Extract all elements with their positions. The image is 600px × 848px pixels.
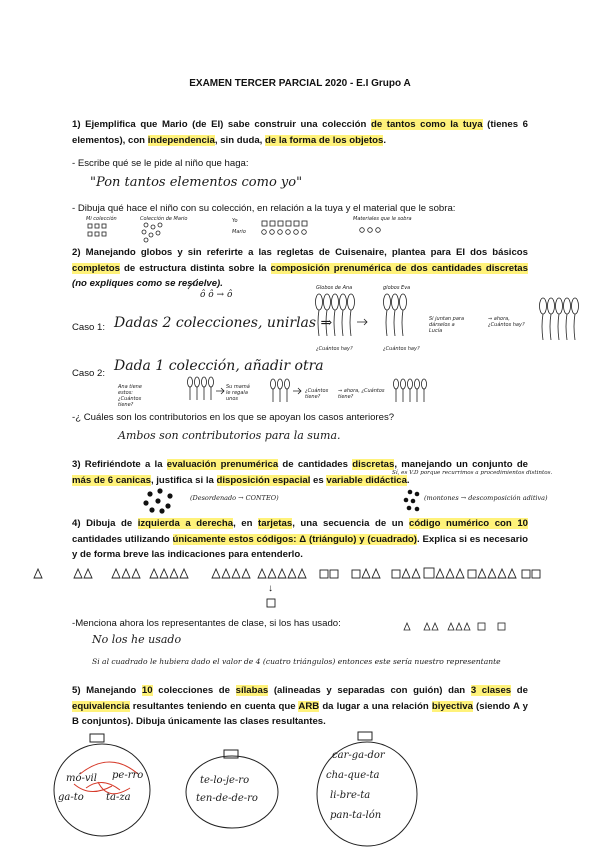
question-1-number: 1) <box>72 119 81 130</box>
question-5 <box>72 683 528 730</box>
c1-syllable-3: ga-to <box>58 792 84 803</box>
q5-text-3: (alineadas y separadas con guión) dan <box>268 685 471 696</box>
q5-text-1: Manejando <box>86 685 142 696</box>
q4-text-4: cantidades utilizando <box>72 533 173 545</box>
c3-syllable-3: li-bre-ta <box>330 790 371 801</box>
label-globos-ana: Globos de Ana <box>316 285 353 291</box>
q2-answer: Ambos son contributorios para la suma. <box>118 429 341 442</box>
q5-text-4: de <box>511 685 528 696</box>
c2-syllable-1: te-lo-je-ro <box>200 775 250 786</box>
q1-highlight-2: independencia <box>147 134 215 146</box>
q3-montones: (montones → descomposición aditiva) <box>424 494 548 502</box>
arrow-icon <box>186 277 200 291</box>
q5-text-5: resultantes teniendo en cuenta que <box>129 700 299 712</box>
q3-highlight-4: disposición espacial <box>216 474 311 486</box>
label-cuantos-1: ¿Cuántos hay? <box>316 346 353 352</box>
q5-text-6: da lugar a una relación <box>319 700 432 712</box>
q5-highlight-6: biyectiva <box>431 700 473 712</box>
q3-text-1: Refiriéndote a la <box>84 459 167 470</box>
q4-answer-1: No los he usado <box>92 633 182 646</box>
c3-syllable-2: cha-que-ta <box>326 770 380 781</box>
q2-prompt: -¿ Cuáles son los contributorios en los que se apoyan los casos anteriores? <box>72 412 395 423</box>
label-sobra: Materiales que le sobra <box>353 216 412 222</box>
q4-highlight-2: tarjetas <box>258 518 293 529</box>
q1-highlight-1: de tantos como la tuya <box>370 119 483 130</box>
c3-syllable-1: car-ga-dor <box>332 750 385 761</box>
question-2-number: 2) <box>72 247 81 258</box>
q4-text-3: , una secuencia de un <box>292 518 409 529</box>
label-mario: Mario <box>232 229 246 235</box>
q3-highlight-3: más de 6 canicas <box>72 474 151 486</box>
q2-text-2: de estructura distinta sobre la <box>119 262 271 274</box>
q5-highlight-4: equivalencia <box>72 700 130 712</box>
q3-text-3: , manejando un conjunto de <box>394 459 529 470</box>
question-4 <box>72 516 528 563</box>
representatives-drawing <box>402 620 522 634</box>
label-juntan: Si juntan para dárselos a Lucía <box>429 316 465 334</box>
question-2 <box>72 245 528 292</box>
q3-text-4: , justifica si la <box>150 474 217 486</box>
q4-text-2: , en <box>233 518 259 529</box>
q2-highlight-2: composición prenumérica de dos cantidades discretas <box>270 262 528 274</box>
label-yo: Yo <box>232 218 238 224</box>
q4-prompt: -Menciona ahora los representantes de clase, si los has usado: <box>72 618 341 629</box>
q5-text-7: (siendo A y B conjuntos). Dibuja únicamente las clases resultantes. <box>72 700 528 727</box>
q1-text-3: , sin duda, <box>214 134 265 146</box>
q5-text-2: colecciones de <box>152 685 236 696</box>
label-cuantos-2: ¿Cuántos hay? <box>383 346 420 352</box>
c1-syllable-4: ta-za <box>106 792 131 803</box>
q4-answer-2: Si al cuadrado le hubiera dado el valor de 4 (cuatro triángulos) entonces este sería nuestro representante <box>92 657 501 666</box>
q5-highlight-5: ARB <box>298 700 320 712</box>
classes-drawing <box>50 728 520 848</box>
label-cuantos-tiene: ¿Cuántos tiene? <box>305 388 329 400</box>
q3-text-5: es <box>310 474 327 486</box>
q1-text-2: (tienes 6 elementos), con <box>72 119 528 146</box>
q2-text-3: (no expliques como se resuelve). <box>72 278 223 289</box>
q2-highlight-1: completos <box>72 262 120 274</box>
caso-2-label: Caso 2: <box>72 368 106 379</box>
c3-syllable-4: pan-ta-lón <box>330 810 382 821</box>
square-representative <box>266 598 278 610</box>
q4-text-1: Dibuja de <box>86 518 138 529</box>
caso-1-text: Dadas 2 colecciones, unirlas ⇒ <box>114 315 333 331</box>
balloons-drawing <box>315 292 555 348</box>
q5-highlight-1: 10 <box>141 685 153 696</box>
q1-prompt-1: - Escribe qué se le pide al niño que haga: <box>72 158 249 169</box>
code-sequence <box>32 566 572 582</box>
label-mi-coleccion: Mi colección <box>86 216 117 222</box>
q2-text-1: Manejando globos y sin referirte a las regletas de Cuisenaire, plantea para EI dos básicos <box>85 247 528 258</box>
q4-highlight-1: izquierda a derecha <box>137 518 234 529</box>
c2-syllable-2: ten-de-de-ro <box>196 793 258 804</box>
q3-answer: Sí, es V.D porque recurrimos a procedimientos distintos. <box>392 470 553 476</box>
q4-highlight-4: únicamente estos códigos: Δ (triángulo) y (cuadrado) <box>172 533 417 545</box>
question-5-number: 5) <box>72 685 81 696</box>
c1-syllable-1: mó-vil <box>66 773 97 784</box>
q3-text-6: . <box>406 474 410 486</box>
q4-highlight-3: código numérico con 10 <box>408 518 528 529</box>
q4-text-5: . Explica si es necesario y de forma breve las indicaciones para entenderlo. <box>72 533 528 560</box>
question-4-number: 4) <box>72 518 81 529</box>
label-ana-tiene: Ana tiene estos: ¿Cuántos tiene? <box>118 384 142 408</box>
marbles-drawing <box>140 488 460 514</box>
c1-syllable-2: pe-rro <box>112 770 144 781</box>
q1-prompt-2: - Dibuja qué hace el niño con su colección, en relación a la tuya y el material que le sobra: <box>72 203 456 214</box>
arrow-down-icon: ↓ <box>268 583 273 594</box>
q5-highlight-2: sílabas <box>235 685 269 696</box>
balloons-drawing-2 <box>160 376 430 406</box>
label-ahora-2: ⇒ ahora, ¿Cuántos tiene? <box>338 388 385 400</box>
q2-formula: ô ô → ô <box>200 290 233 300</box>
question-3-number: 3) <box>72 459 81 470</box>
q5-highlight-3: 3 clases <box>470 685 512 696</box>
q1-text-4: . <box>383 134 387 146</box>
label-ahora: ⇒ ahora, ¿Cuántos hay? <box>488 316 525 328</box>
question-1 <box>72 117 528 148</box>
q3-text-2: de cantidades <box>278 459 353 470</box>
label-globos-eva: globos Eva <box>383 285 411 291</box>
caso-1-label: Caso 1: <box>72 322 106 333</box>
caso-2-text: Dada 1 colección, añadir otra <box>114 358 324 374</box>
q3-highlight-2: discretas <box>352 459 395 470</box>
label-coleccion-mario: Colección de Mario <box>140 216 188 222</box>
q1-answer-1: "Pon tantos elementos como yo" <box>90 175 303 190</box>
label-su-mama: Su mamá le regala unos <box>226 384 250 402</box>
q1-text-1: Ejemplifica que Mario (de EI) sabe construir una colección <box>85 119 371 130</box>
q3-desordenado: (Desordenado → CONTEO) <box>190 494 279 502</box>
q3-highlight-1: evaluación prenumérica <box>166 459 279 470</box>
q3-highlight-5: variable didáctica <box>326 474 407 486</box>
page-title: EXAMEN TERCER PARCIAL 2020 - E.I Grupo A <box>189 78 411 89</box>
q1-collections-drawing <box>88 222 418 244</box>
q1-highlight-3: de la forma de los objetos <box>264 134 384 146</box>
